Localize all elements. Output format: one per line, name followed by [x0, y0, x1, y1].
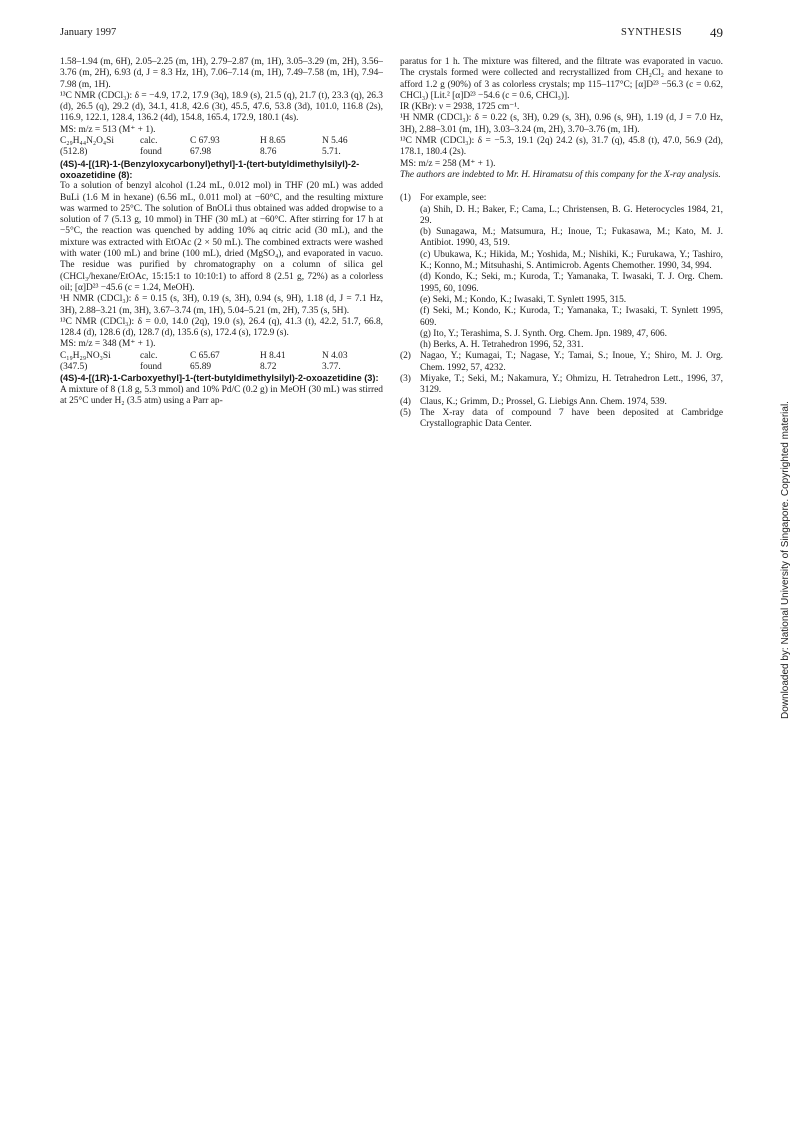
molecular-weight: (512.8): [60, 147, 88, 158]
paragraph: 1.58–1.94 (m, 6H), 2.05–2.25 (m, 1H), 2.79–2.87 (m, 1H), 3.05–3.29 (m, 2H), 3.56–3.76 (m, 2H), 6.93 (d, J = 8.3 Hz, 1H), 7.06–7.14 (m, 1H), 7.49–7.58 (m, 1H), 7.94–7.98 (m, 1H).: [60, 57, 383, 90]
reference-number: (5): [400, 407, 411, 418]
reference-number: (3): [400, 374, 411, 385]
journal-name: SYNTHESIS: [621, 27, 683, 38]
reference-text: For example, see:: [420, 193, 487, 204]
analysis-value: 8.72: [260, 362, 277, 373]
section-heading: (4S)-4-[(1R)-1-(Benzyloxycarbonyl)ethyl]-1-(tert-butyldimethylsilyl)-2-oxoazetidine (8):: [60, 158, 360, 180]
reference-text: (e) Seki, M.; Kondo, K.; Iwasaki, T. Synlett 1995, 315.: [420, 294, 627, 305]
reference-item: [400, 351, 723, 374]
paragraph: MS: m/z = 258 (M⁺ + 1).: [400, 158, 496, 169]
analysis-label: found: [140, 362, 162, 373]
reference-text: (g) Ito, Y.; Terashima, S. J. Synth. Org. Chem. Jpn. 1989, 47, 606.: [420, 328, 667, 339]
acknowledgement: The authors are indebted to Mr. H. Hiramatsu of this company for the X-ray analysis.: [400, 169, 721, 180]
reference-text: (a) Shih, D. H.; Baker, F.; Cama, L.; Christensen, B. G. Heterocycles 1984, 21, 29.: [420, 204, 723, 226]
section-heading: (4S)-4-[(1R)-1-Carboxyethyl]-1-(tert-butyldimethylsilyl)-2-oxoazetidine (3):: [60, 373, 379, 384]
reference-item: [400, 408, 723, 431]
analysis-label: calc.: [140, 136, 158, 147]
reference-text: Nagao, Y.; Kumagai, T.; Nagase, Y.; Tamai, S.; Inoue, Y.; Shiro, M. J. Org. Chem. 1992, 57, 4232.: [420, 351, 723, 373]
reference-number: (2): [400, 351, 411, 362]
download-watermark: [780, 378, 790, 730]
analysis-value: 67.98: [190, 147, 212, 158]
analysis-value: 5.71.: [322, 147, 341, 158]
reference-number: (1): [400, 193, 411, 204]
molecular-weight: (347.5): [60, 362, 88, 373]
analysis-value: 8.76: [260, 147, 277, 158]
analysis-value: C 67.93: [190, 136, 220, 147]
paragraph: MS: m/z = 348 (M⁺ + 1).: [60, 339, 156, 350]
analysis-label: found: [140, 147, 162, 158]
paragraph: ¹³C NMR (CDCl₃): δ = −5.3, 19.1 (2q) 24.2 (s), 31.7 (q), 45.8 (t), 47.0, 56.9 (2d), 178.1, 180.4 (2s).: [400, 136, 723, 158]
elemental-analysis: [60, 136, 383, 159]
reference-text: Miyake, T.; Seki, M.; Nakamura, Y.; Ohmizu, H. Tetrahedron Lett., 1996, 37, 3129.: [420, 374, 723, 396]
reference-list: [400, 193, 723, 430]
reference-text: (b) Sunagawa, M.; Matsumura, H.; Inoue, T.; Fukasawa, M.; Kato, M. J. Antibiot. 1990, 43, 519.: [420, 227, 723, 249]
right-column: [400, 57, 723, 431]
paragraph: ¹H NMR (CDCl₃): δ = 0.15 (s, 3H), 0.19 (s, 3H), 0.94 (s, 9H), 1.18 (d, J = 7.1 Hz, 3H), 2.88–3.21 (m, 3H), 3.67–3.74 (m, 1H), 5.04–5.21 (m, 2H), 7.35 (s, 5H).: [60, 294, 383, 316]
paragraph: ¹³C NMR (CDCl₃): δ = −4.9, 17.2, 17.9 (3q), 18.9 (s), 21.5 (q), 21.7 (t), 23.3 (q), 26.3 (d), 26.5 (q), 29.2 (d), 34.1, 41.8, 42.6 (3t), 45.5, 47.6, 53.8 (3d), 101.0, 116.8 (2s), 116.9, 122.1, 128.4, 136.2 (4d), 154.8, 165.4, 172.9, 180.1 (4s).: [60, 90, 383, 124]
analysis-value: N 5.46: [322, 136, 348, 147]
analysis-label: calc.: [140, 350, 158, 361]
analysis-value: H 8.41: [260, 350, 286, 361]
paragraph: To a solution of benzyl alcohol (1.24 mL, 0.012 mol) in THF (20 mL) was added BuLi (1.6 M in hexane) (6.56 mL, 0.011 mol) at −60°C, and the resulting mixture was warmed to 25°C. The solution of BnOLi thus obtained was added dropwise to a solution of 7 (5.13 g, 10 mmol) in THF (30 mL) at −60°C. After stirring for 17 h at −5°C, the reaction was quenched by adding 10% aq citric acid (30 mL), and the mixture was extracted with EtOAc (2 × 50 mL). The combined extracts were washed with water (100 mL) and brine (100 mL), dried (MgSO₄), and evaporated in vacuo. The residue was purified by chromatography on a column of silica gel (CHCl₃/hexane/EtOAc, 15:15:1 to 10:10:1) to afford 8 (2.51 g, 72%) as a colorless oil; [α]D²³ −45.6 (c = 1.24, MeOH).: [60, 181, 383, 293]
paragraph: A mixture of 8 (1.8 g, 5.3 mmol) and 10% Pd/C (0.2 g) in MeOH (30 mL) was stirred at 25°C under H₂ (3.5 atm) using a Parr ap-: [60, 384, 383, 406]
elemental-analysis: [60, 351, 383, 374]
reference-text: The X-ray data of compound 7 have been deposited at Cambridge Crystallographic Data Center.: [420, 407, 723, 430]
analysis-value: 3.77.: [322, 362, 341, 373]
reference-text: (h) Berks, A. H. Tetrahedron 1996, 52, 331.: [420, 340, 584, 351]
reference-text: (d) Kondo, K.; Seki, m.; Kuroda, T.; Yamanaka, T. Iwasaki, T. J. Org. Chem. 1995, 60, 1096.: [420, 272, 723, 294]
analysis-value: N 4.03: [322, 350, 348, 361]
formula: C₁₉H₂₉NO₃Si: [60, 350, 111, 361]
formula: C₂₉H₄₄N₂O₄Si: [60, 136, 114, 147]
watermark-text: Downloaded by: National University of Singapore. Copyrighted material.: [780, 401, 791, 719]
reference-text: Claus, K.; Grimm, D.; Prossel, G. Liebigs Ann. Chem. 1974, 539.: [420, 396, 667, 407]
header-date: January 1997: [60, 27, 117, 38]
analysis-value: 65.89: [190, 362, 212, 373]
reference-item: [400, 374, 723, 397]
analysis-value: C 65.67: [190, 350, 220, 361]
reference-text: (f) Seki, M.; Kondo, K.; Kuroda, T.; Yamanaka, T.; Iwasaki, T. Synlett 1995, 609.: [420, 306, 723, 328]
left-column: [60, 57, 383, 407]
reference-number: (4): [400, 396, 411, 407]
reference-item: [400, 397, 723, 408]
paragraph: ¹³C NMR (CDCl₃): δ = 0.0, 14.0 (2q), 19.0 (s), 26.4 (q), 41.3 (t), 42.2, 51.7, 66.8, 128.4 (d), 128.6 (d), 128.7 (d), 135.6 (s), 172.4 (s), 172.9 (s).: [60, 316, 383, 339]
reference-item: [400, 193, 723, 351]
paragraph: paratus for 1 h. The mixture was filtered, and the filtrate was evaporated in vacuo. The crystals formed were collected and recrystallized from CH₂Cl₂ and hexane to afford 1.2 g (90%) of 3 as colorless crystals; mp 115–117°C; [α]D²³ −56.3 (c = 0.62, CHCl₃) [Lit.² [α]D²³ −54.6 (c = 0.6, CHCl₃)].: [400, 57, 723, 101]
reference-text: (c) Ubukawa, K.; Hikida, M.; Yoshida, M.; Nishiki, K.; Furukawa, Y.; Tashiro, K.; Konno, M.; Mitsuhashi, S. Antimicrob. Agents Chemother. 1990, 34, 994.: [420, 249, 723, 272]
page-number: 49: [710, 25, 723, 40]
paragraph: IR (KBr): ν = 2938, 1725 cm⁻¹.: [400, 102, 520, 113]
paragraph: MS: m/z = 513 (M⁺ + 1).: [60, 124, 156, 135]
page-header: [60, 27, 740, 43]
analysis-value: H 8.65: [260, 136, 286, 147]
paragraph: ¹H NMR (CDCl₃): δ = 0.22 (s, 3H), 0.29 (s, 3H), 0.96 (s, 9H), 1.19 (d, J = 7.0 Hz, 3H), 2.88–3.01 (m, 1H), 3.03–3.24 (m, 2H), 3.70–3.76 (m, 1H).: [400, 113, 723, 135]
